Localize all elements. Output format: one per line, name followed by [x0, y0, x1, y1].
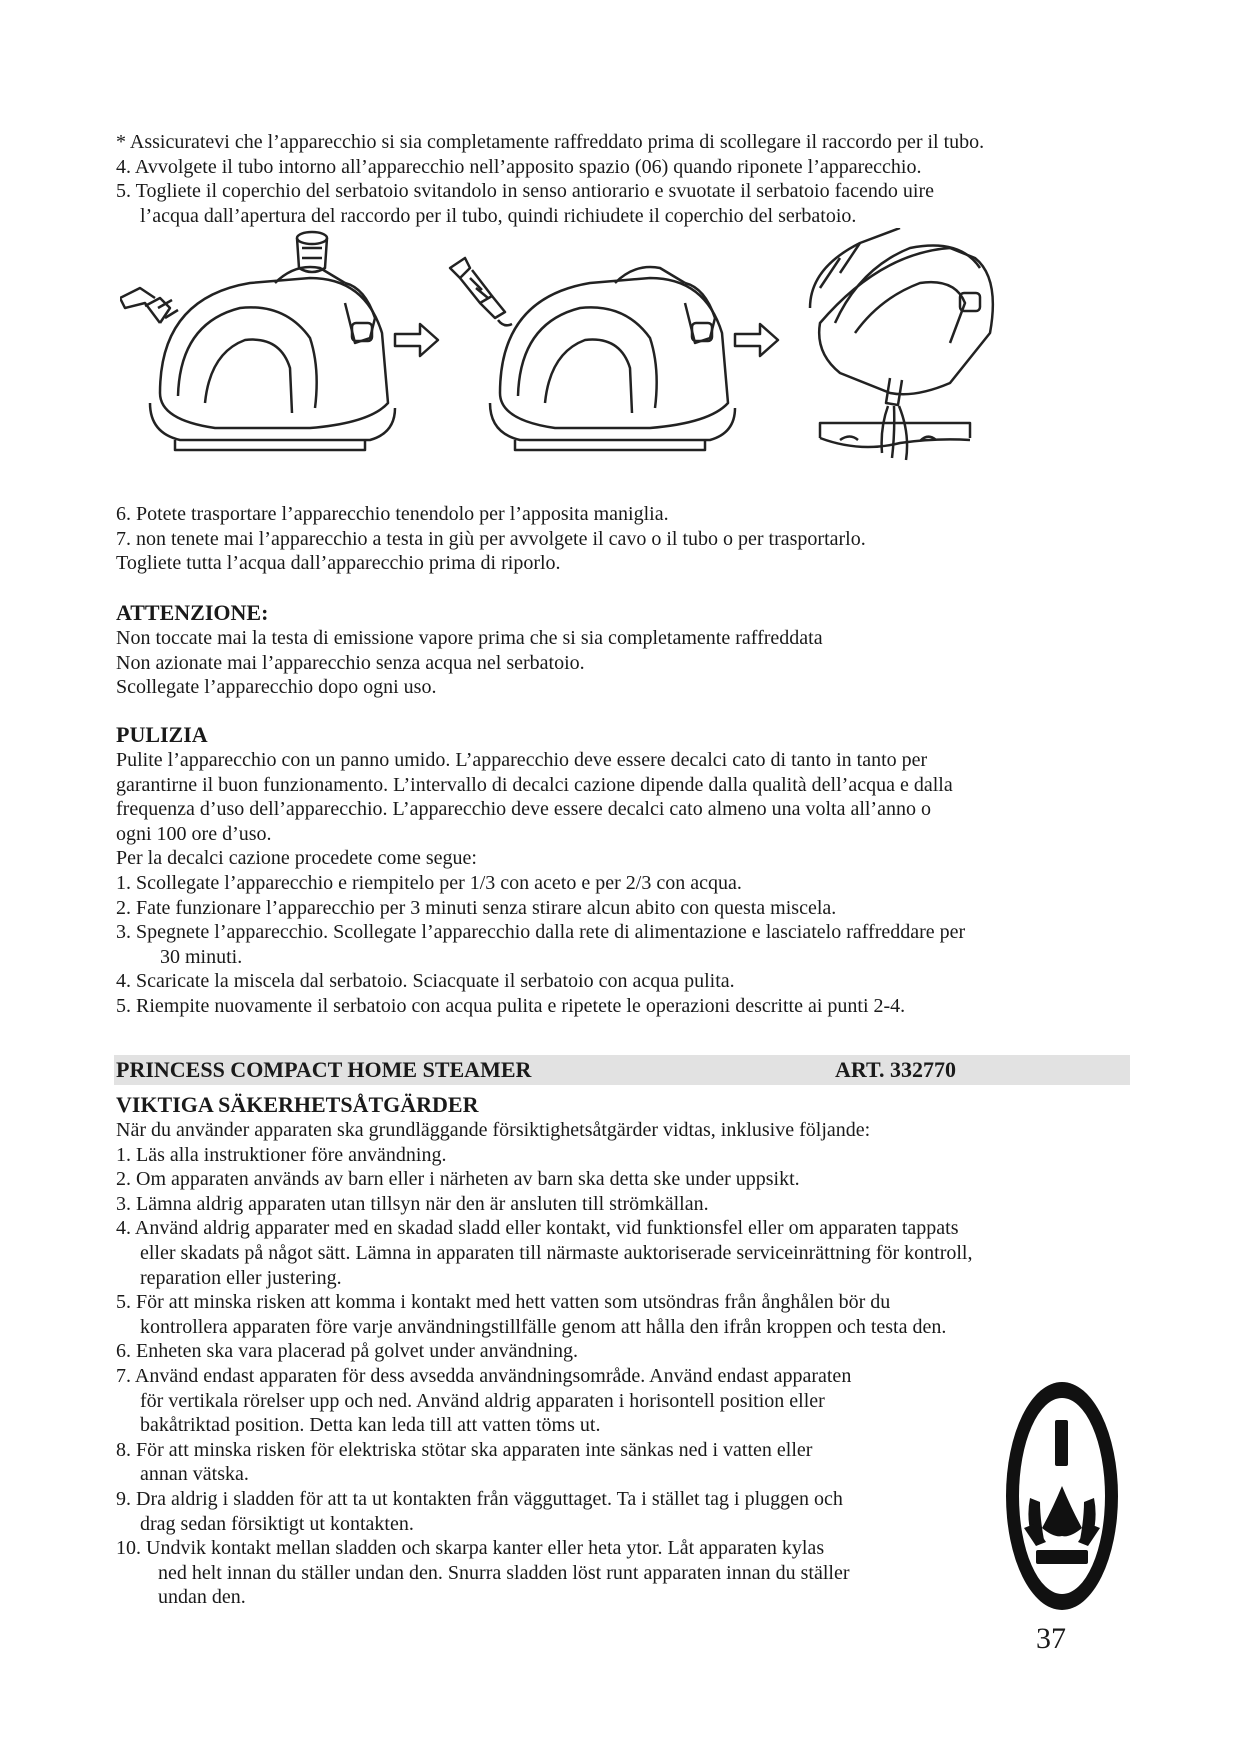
attenzione-section: [116, 600, 1126, 700]
article-number: ART. 332770: [835, 1057, 957, 1082]
text-line: 10. Undvik kontakt mellan sladden och skarpa kanter eller heta ytor. Låt apparaten kylas: [116, 1537, 825, 1560]
text-line: 1. Läs alla instruktioner före användning.: [116, 1143, 447, 1166]
text-line: ned helt innan du ställer undan den. Snurra sladden löst runt apparaten innan du ställer: [158, 1561, 850, 1584]
text-line: eller skadats på något sätt. Lämna in apparaten till närmaste auktoriserade serviceinrättning för kontroll,: [140, 1241, 973, 1264]
text-line: 3. Lämna aldrig apparaten utan tillsyn när den är ansluten till strömkällan.: [116, 1192, 709, 1215]
text-line: Per la decalci cazione procedete come segue:: [116, 847, 477, 870]
text-line: 4. Avvolgete il tubo intorno all’apparecchio nell’apposito spazio (06) quando riponete l’apparecchio.: [116, 155, 922, 178]
text-line: När du använder apparaten ska grundläggande försiktighetsåtgärder vidtas, inklusive följande:: [116, 1119, 871, 1141]
text-line: 2. Om apparaten används av barn eller i närheten av barn ska detta ske under uppsikt.: [116, 1168, 800, 1191]
text-line: 9. Dra aldrig i sladden för att ta ut kontakten från vägguttaget. Ta i stället tag i pluggen och: [116, 1487, 843, 1510]
text-line: l’acqua dall’apertura del raccordo per il tubo, quindi richiudete il coperchio del serbatoio.: [140, 204, 857, 227]
text-line: Scollegate l’apparecchio dopo ogni uso.: [116, 676, 437, 699]
hose-storage-instructions: [116, 130, 1126, 228]
viktiga-heading: VIKTIGA SÄKERHETSÅTGÄRDER: [116, 1092, 479, 1117]
text-line: 5. Riempite nuovamente il serbatoio con acqua pulita e ripetete le operazioni descritte ai punti 2-4.: [116, 994, 906, 1017]
text-line: 5. Togliete il coperchio del serbatoio svitandolo in senso antiorario e svuotate il serbatoio facendo uire: [116, 180, 934, 203]
text-line: Non azionate mai l’apparecchio senza acqua nel serbatoio.: [116, 651, 585, 674]
carrying-instructions: [116, 502, 1126, 576]
text-line: drag sedan försiktigt ut kontakten.: [140, 1512, 414, 1535]
arrow-drawing-2: [735, 324, 778, 356]
pulizia-heading: PULIZIA: [116, 722, 208, 747]
text-line: 4. Scaricate la miscela dal serbatoio. Sciacquate il serbatoio con acqua pulita.: [116, 970, 735, 993]
text-line: kontrollera apparaten före varje användningstillfälle genom att hålla den ifrån kroppen och testa den.: [140, 1315, 947, 1338]
text-line: 8. För att minska risken för elektriska stötar ska apparaten inte sänkas ned i vatten eller: [116, 1438, 813, 1461]
text-line: 2. Fate funzionare l’apparecchio per 3 minuti senza stirare alcun abito con questa miscela.: [116, 896, 837, 919]
text-line: frequenza d’uso dell’apparecchio. L’apparecchio deve essere decalci cato almeno una volta all’anno o: [116, 798, 931, 821]
text-line: annan vätska.: [140, 1463, 249, 1486]
text-line: 6. Enheten ska vara placerad på golvet under användning.: [116, 1340, 579, 1363]
steamer-drawing-3: [810, 228, 993, 460]
text-line: reparation eller justering.: [140, 1266, 342, 1289]
text-line: undan den.: [158, 1586, 246, 1609]
text-line: 1. Scollegate l’apparecchio e riempitelo per 1/3 con aceto e per 2/3 con acqua.: [116, 871, 742, 894]
text-line: garantirne il buon funzionamento. L’intervallo di decalci cazione dipende dalla qualità dell’acqua e dalla: [116, 773, 953, 796]
text-line: ogni 100 ore d’uso.: [116, 822, 272, 845]
product-title: PRINCESS COMPACT HOME STEAMER: [116, 1057, 532, 1082]
pulizia-section: [116, 722, 1126, 1019]
text-line: 7. Använd endast apparaten för dess avsedda användningsområde. Använd endast apparaten: [116, 1364, 852, 1387]
text-line: * Assicuratevi che l’apparecchio si sia completamente raffreddato prima di scollegare il raccordo per il tubo.: [116, 131, 985, 153]
steamer-drawing-1: [120, 267, 395, 450]
page-number: 37: [1036, 1622, 1066, 1655]
text-line: Non toccate mai la testa di emissione vapore prima che si sia completamente raffreddata: [116, 627, 823, 649]
text-line: 30 minuti.: [160, 945, 243, 968]
text-line: 6. Potete trasportare l’apparecchio tenendolo per l’apposita maniglia.: [116, 503, 669, 525]
attenzione-heading: ATTENZIONE:: [116, 600, 269, 625]
text-line: 5. För att minska risken att komma i kontakt med hett vatten som utsöndras från ånghålen bör du: [116, 1291, 891, 1314]
text-line: bakåtriktad position. Detta kan leda till att vatten töms ut.: [140, 1414, 601, 1437]
text-line: 4. Använd aldrig apparater med en skadad sladd eller kontakt, vid funktionsfel eller om apparaten tappats: [116, 1217, 959, 1240]
steamer-drawing-2: [450, 258, 735, 450]
arrow-drawing-1: [395, 324, 438, 356]
viktiga-section: [116, 1092, 1126, 1610]
vertical-use-symbol-icon: [1002, 1378, 1122, 1614]
text-line: Togliete tutta l’acqua dall’apparecchio prima di riporlo.: [116, 552, 561, 575]
text-line: för vertikala rörelser upp och ned. Använd aldrig apparaten i horisontell position eller: [140, 1389, 825, 1412]
tank-emptying-illustration: [120, 228, 1130, 503]
text-line: Pulite l’apparecchio con un panno umido. L’apparecchio deve essere decalci cato di tanto in tanto per: [116, 749, 928, 771]
text-line: 3. Spegnete l’apparecchio. Scollegate l’apparecchio dalla rete di alimentazione e lasciatelo raffreddare per: [116, 921, 966, 944]
text-line: 7. non tenete mai l’apparecchio a testa in giù per avvolgete il cavo o il tubo o per trasportarlo.: [116, 527, 866, 550]
